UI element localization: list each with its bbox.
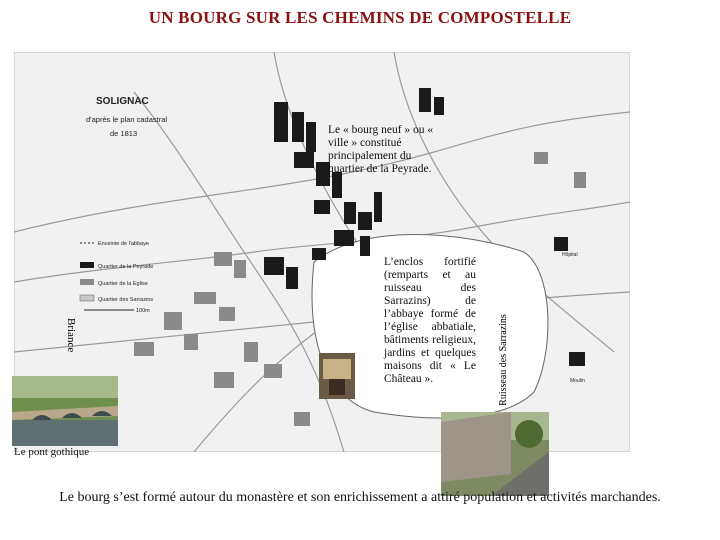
bottom-caption: Le bourg s’est formé autour du monastère et son enrichissement a attiré population et activités marchandes.	[59, 490, 661, 505]
page-title: UN BOURG SUR LES CHEMINS DE COMPOSTELLE	[148, 8, 572, 27]
photo-chateau-thumb	[319, 353, 355, 399]
legend-enceinte: Enceinte de l'abbaye	[98, 241, 149, 247]
legend-peyrade: Quartier de la Peyrade	[98, 264, 154, 270]
annotation-enclos: L’enclos fortifié (remparts et au ruisseau des Sarrazins) de l’abbaye formé de l’église abbatiale, bâtiments religieux, jardins et quelques maisons dit « Le Château ».	[384, 256, 476, 385]
legend-sarrazins: Quartier des Sarrazins	[98, 297, 154, 303]
label-briance: Briance	[65, 318, 77, 353]
photo-remparts	[441, 412, 549, 496]
legend-eglise: Quartier de la Eglise	[98, 281, 148, 287]
caption-pont: Le pont gothique	[14, 446, 90, 458]
map-moulin-label: Moulin	[570, 378, 585, 384]
map-subtitle-2: de 1813	[110, 129, 138, 138]
annotation-bourg-neuf: Le « bourg neuf » ou « ville » constitué principalement du quartier de la Peyrade.	[328, 124, 434, 175]
photo-pont-gothique	[12, 376, 118, 446]
map-place-name: SOLIGNAC	[96, 96, 149, 107]
label-ruisseau: Ruisseau des Sarrazins	[498, 314, 509, 406]
map-subtitle-1: d'après le plan cadastral	[86, 115, 168, 124]
map-scale: 100m	[136, 308, 150, 314]
map-hopital-label: Hôpital	[562, 252, 578, 258]
